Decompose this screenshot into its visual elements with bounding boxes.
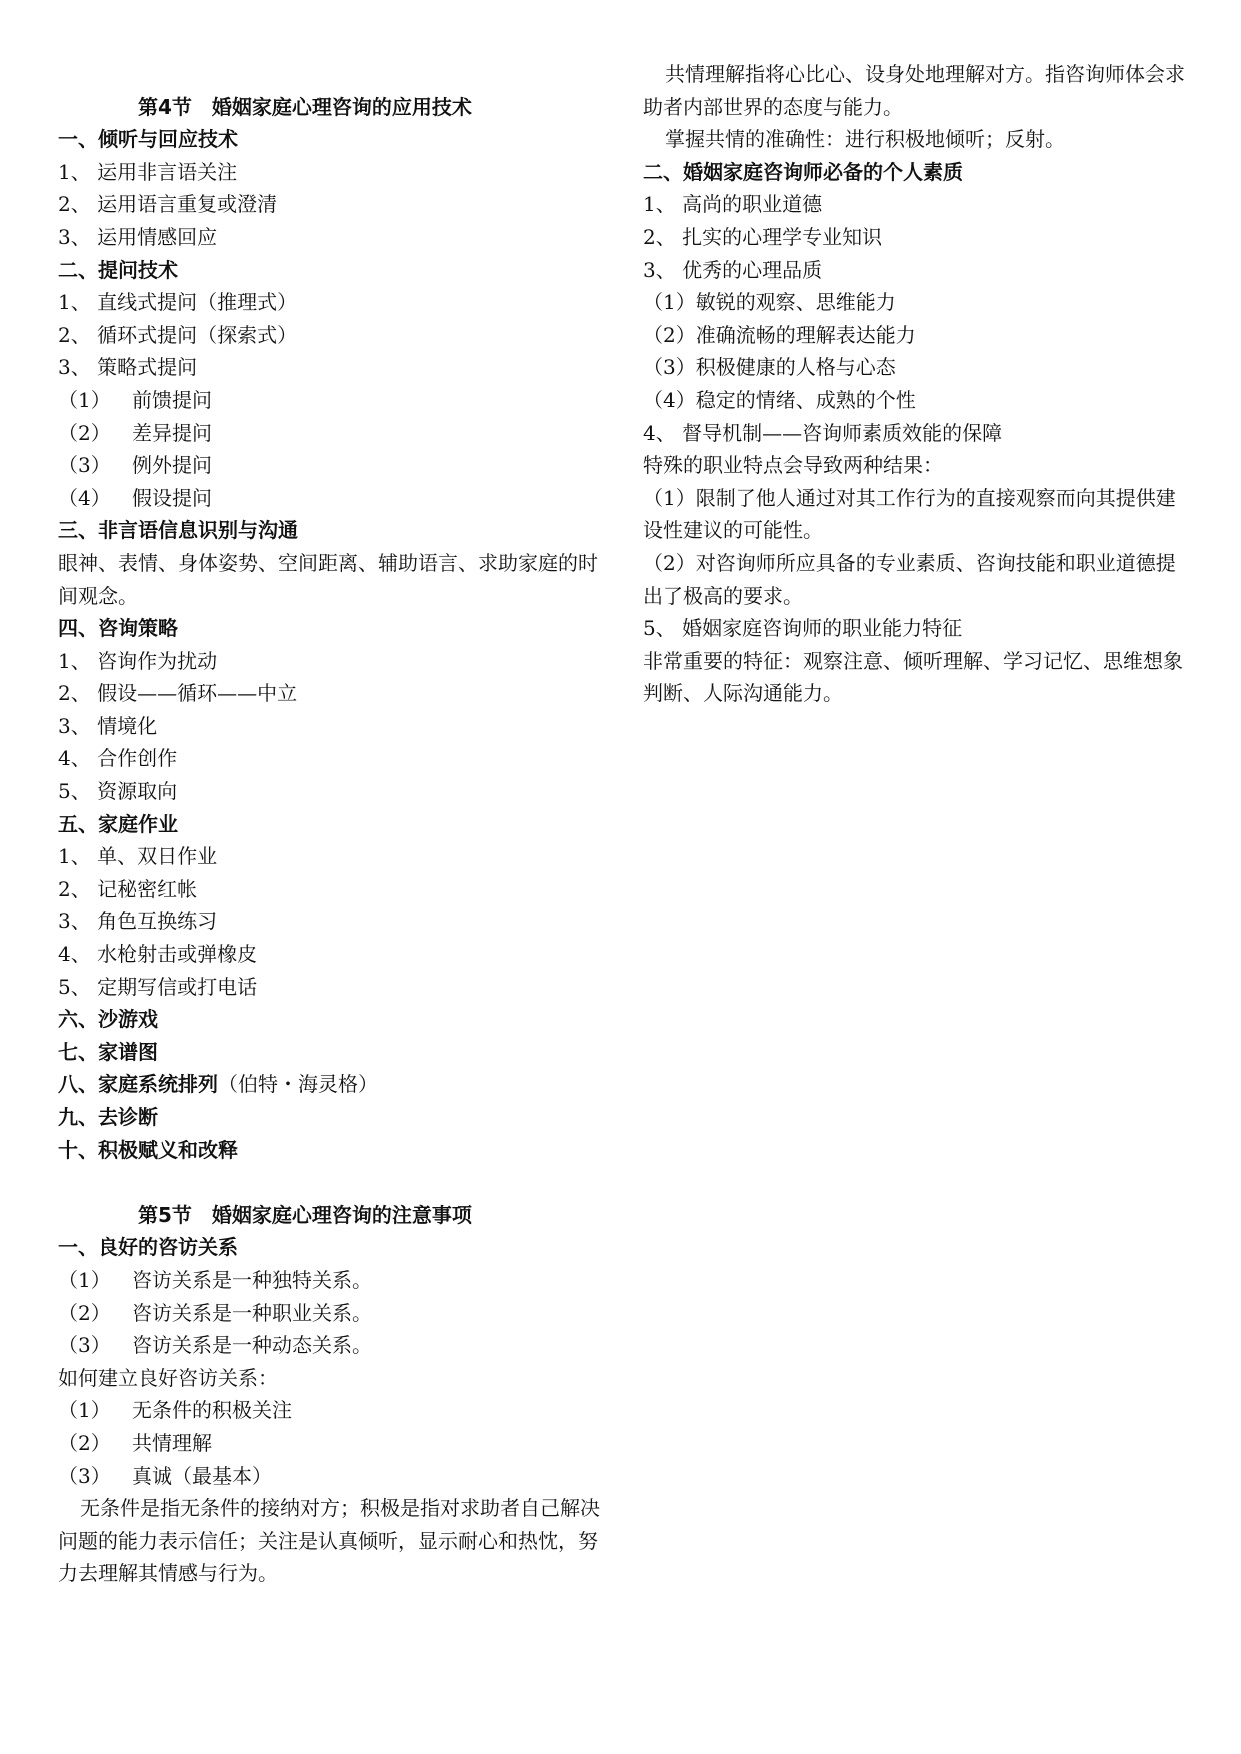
sub-item-number: （3） (58, 1463, 111, 1488)
sub-item-text: 无条件的积极关注 (132, 1398, 292, 1423)
list-item: 5、 资源取向 (58, 779, 178, 804)
sub-item (58, 449, 603, 482)
sub-item-text: 真诚（最基本） (132, 1463, 272, 1488)
paragraph-empathy: 共情理解指将心比心、设身处地理解对方。指咨询师体会求助者内部世界的态度与能力。 (643, 62, 1185, 119)
heading-sandplay: 六、沙游戏 (58, 1007, 158, 1032)
sub-item-text: 咨访关系是一种动态关系。 (132, 1333, 372, 1358)
how-to-build: 如何建立良好咨访关系： (58, 1365, 278, 1390)
heading-personal-qualities: 二、婚姻家庭咨询师必备的个人素质 (643, 159, 963, 184)
sub-item (58, 384, 603, 417)
sub-item: （2）准确流畅的理解表达能力 (643, 322, 916, 347)
list-item: 3、 策略式提问 (58, 355, 198, 380)
sub-item-number: （3） (58, 1333, 111, 1358)
sub-item-number: （2） (58, 1430, 111, 1455)
result-item: （2）对咨询师所应具备的专业素质、咨询技能和职业道德提出了极高的要求。 (643, 550, 1176, 608)
list-item: 2、 运用语言重复或澄清 (58, 192, 278, 217)
heading-constellation: 八、家庭系统排列 (58, 1072, 218, 1097)
sub-item-number: （2） (58, 1300, 111, 1325)
sub-item (58, 1427, 603, 1460)
sub-item-number: （2） (58, 420, 111, 445)
heading-homework: 五、家庭作业 (58, 811, 178, 836)
list-item: 1、 运用非言语关注 (58, 159, 238, 184)
sub-item-text: 假设提问 (132, 485, 212, 510)
list-item: 1、 咨询作为扰动 (58, 648, 218, 673)
list-item: 3、 情境化 (58, 713, 158, 738)
sub-item-text: 前馈提问 (132, 387, 212, 412)
sub-item (58, 1264, 603, 1297)
sub-item: （1）敏锐的观察、思维能力 (643, 290, 896, 315)
heading-reframing: 十、积极赋义和改释 (58, 1137, 238, 1162)
sub-item: （4）稳定的情绪、成熟的个性 (643, 387, 916, 412)
heading-relationship: 一、良好的咨访关系 (58, 1235, 238, 1260)
list-item: 1、 单、双日作业 (58, 844, 218, 869)
list-item: 3、 角色互换练习 (58, 909, 218, 934)
list-item: 1、 高尚的职业道德 (643, 192, 823, 217)
heading-nonverbal: 三、非言语信息识别与沟通 (58, 518, 298, 543)
list-item: 1、 直线式提问（推理式） (58, 290, 298, 315)
sub-item-number: （1） (58, 387, 111, 412)
sub-item (58, 1329, 603, 1362)
right-column (643, 58, 1188, 710)
heading-undiagnose: 九、去诊断 (58, 1105, 158, 1129)
list-item: 5、 定期写信或打电话 (58, 974, 258, 999)
list-item: 2、 假设——循环——中立 (58, 681, 298, 706)
sub-item-number: （1） (58, 1398, 111, 1423)
sub-item-text: 共情理解 (132, 1430, 212, 1455)
sub-item (58, 1394, 603, 1427)
list-item: 4、 合作创作 (58, 746, 178, 771)
supervision-text: 特殊的职业特点会导致两种结果： (643, 453, 943, 478)
heading-questioning: 二、提问技术 (58, 257, 178, 282)
sub-item (58, 1460, 603, 1493)
section-5-title: 第5节 婚姻家庭心理咨询的注意事项 (138, 1202, 472, 1227)
list-item: 4、 督导机制——咨询师素质效能的保障 (643, 420, 1003, 445)
heading-listening: 一、倾听与回应技术 (58, 127, 238, 152)
sub-item-number: （3） (58, 453, 111, 478)
list-item: 2、 扎实的心理学专业知识 (643, 224, 883, 249)
sub-item (58, 482, 603, 515)
paragraph-nonverbal: 眼神、表情、身体姿势、空间距离、辅助语言、求助家庭的时间观念。 (58, 550, 598, 608)
list-item: 2、 循环式提问（探索式） (58, 322, 298, 347)
heading-constellation-note: （伯特・海灵格） (218, 1072, 378, 1097)
paragraph-unconditional: 无条件是指无条件的接纳对方；积极是指对求助者自己解决问题的能力表示信任；关注是认真倾听，显示耐心和热忱，努力去理解其情感与行为。 (58, 1496, 600, 1586)
sub-item-number: （1） (58, 1267, 111, 1292)
sub-item-text: 咨访关系是一种职业关系。 (132, 1300, 372, 1325)
sub-item-number: （4） (58, 485, 111, 510)
result-item: （1）限制了他人通过对其工作行为的直接观察而向其提供建设性建议的可能性。 (643, 485, 1176, 543)
sub-item-text: 咨访关系是一种独特关系。 (132, 1267, 372, 1292)
sub-item (58, 417, 603, 450)
list-item: 4、 水枪射击或弹橡皮 (58, 942, 258, 967)
left-column (58, 58, 603, 1590)
sub-item (58, 1297, 603, 1330)
heading-constellation-line (58, 1068, 603, 1101)
sub-item: （3）积极健康的人格与心态 (643, 355, 896, 380)
paragraph-empathy-accuracy: 掌握共情的准确性：进行积极地倾听；反射。 (665, 127, 1065, 152)
list-item: 3、 优秀的心理品质 (643, 257, 823, 282)
list-item: 5、 婚姻家庭咨询师的职业能力特征 (643, 616, 963, 641)
heading-genogram: 七、家谱图 (58, 1039, 158, 1064)
ability-text: 非常重要的特征：观察注意、倾听理解、学习记忆、思维想象判断、人际沟通能力。 (643, 648, 1183, 706)
list-item: 2、 记秘密红帐 (58, 876, 198, 901)
sub-item-text: 例外提问 (132, 453, 212, 478)
sub-item-text: 差异提问 (132, 420, 212, 445)
heading-strategy: 四、咨询策略 (58, 616, 178, 641)
list-item: 3、 运用情感回应 (58, 224, 218, 249)
section-4-title: 第4节 婚姻家庭心理咨询的应用技术 (138, 94, 472, 119)
